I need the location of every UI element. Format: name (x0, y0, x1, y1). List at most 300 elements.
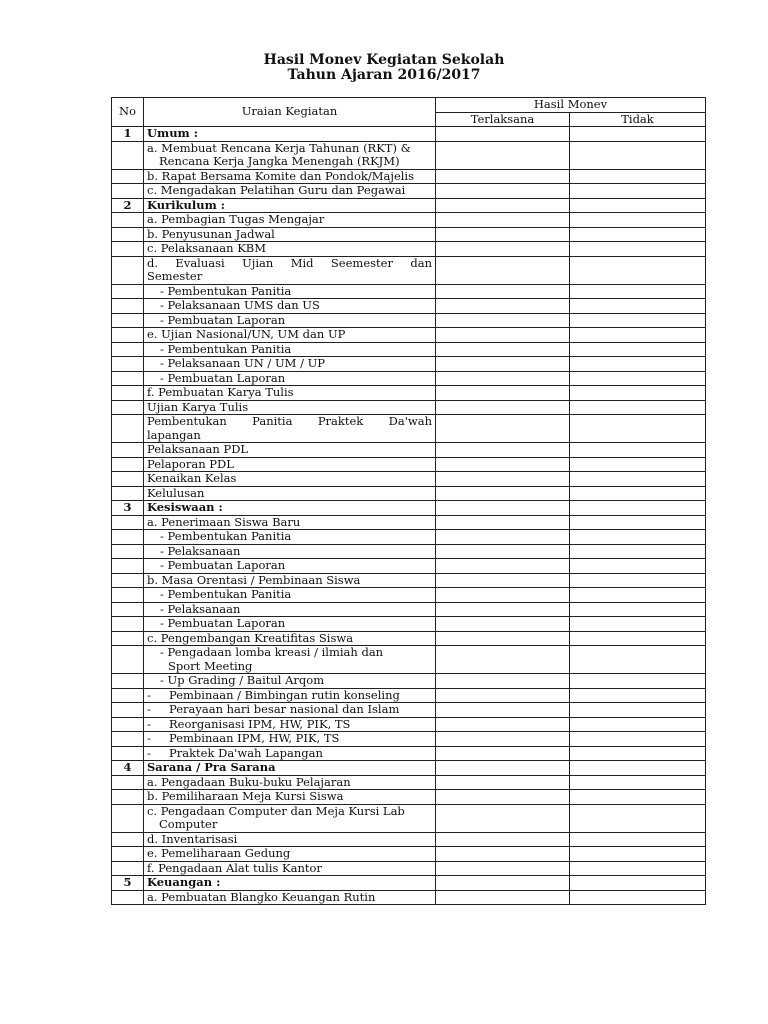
row-number (112, 674, 144, 689)
activity-text: Pembinaan IPM, HW, PIK, TS (169, 731, 340, 745)
table-row (112, 617, 706, 632)
tidak-cell[interactable] (570, 328, 706, 343)
table-row (112, 242, 706, 257)
activity-text: Pembinaan / Bimbingan rutin konseling (169, 688, 400, 702)
row-number (112, 573, 144, 588)
table-row (112, 646, 706, 674)
activity-text: a. Penerimaan Siswa Baru (147, 515, 301, 529)
table-row (112, 328, 706, 343)
row-number (112, 890, 144, 905)
document-subtitle: Tahun Ajaran 2016/2017 (287, 67, 481, 83)
activity-text: Semester (147, 269, 203, 283)
table-row (112, 457, 706, 472)
tidak-cell[interactable] (570, 284, 706, 299)
row-activity (144, 501, 436, 516)
monev-table (111, 97, 706, 905)
tidak-cell[interactable] (570, 371, 706, 386)
row-number: 4 (112, 761, 144, 776)
table-header-row (112, 98, 706, 113)
row-activity (144, 169, 436, 184)
tidak-cell[interactable] (570, 415, 706, 443)
activity-text: - Pembuatan Laporan (160, 616, 286, 630)
activity-text: - Pembentukan Panitia (160, 342, 292, 356)
row-activity (144, 256, 436, 284)
tidak-cell[interactable] (570, 861, 706, 876)
row-number (112, 284, 144, 299)
tidak-cell[interactable] (570, 299, 706, 314)
terlaksana-cell[interactable] (436, 631, 570, 646)
terlaksana-cell[interactable] (436, 515, 570, 530)
terlaksana-cell[interactable] (436, 386, 570, 401)
row-number (112, 242, 144, 257)
row-activity (144, 415, 436, 443)
tidak-cell[interactable] (570, 501, 706, 516)
row-number (112, 313, 144, 328)
row-activity (144, 790, 436, 805)
table-row (112, 746, 706, 761)
row-number (112, 732, 144, 747)
tidak-cell[interactable] (570, 674, 706, 689)
row-activity (144, 732, 436, 747)
tidak-cell[interactable] (570, 617, 706, 632)
tidak-cell[interactable] (570, 198, 706, 213)
tidak-cell[interactable] (570, 184, 706, 199)
row-number (112, 544, 144, 559)
row-activity (144, 832, 436, 847)
row-number: 2 (112, 198, 144, 213)
tidak-cell[interactable] (570, 213, 706, 228)
tidak-cell[interactable] (570, 573, 706, 588)
tidak-cell[interactable] (570, 761, 706, 776)
activity-text: f. Pengadaan Alat tulis Kantor (147, 861, 322, 875)
terlaksana-cell[interactable] (436, 371, 570, 386)
row-activity (144, 127, 436, 142)
row-number: 3 (112, 501, 144, 516)
tidak-cell[interactable] (570, 386, 706, 401)
dash-item (147, 718, 432, 732)
terlaksana-cell[interactable] (436, 472, 570, 487)
row-activity (144, 746, 436, 761)
tidak-cell[interactable] (570, 357, 706, 372)
row-number (112, 804, 144, 832)
tidak-cell[interactable] (570, 515, 706, 530)
activity-text: Pelaporan PDL (147, 457, 234, 471)
table-row (112, 357, 706, 372)
table-row (112, 256, 706, 284)
terlaksana-cell[interactable] (436, 328, 570, 343)
row-activity (144, 617, 436, 632)
terlaksana-cell[interactable] (436, 256, 570, 284)
activity-text: Sarana / Pra Sarana (147, 760, 276, 774)
terlaksana-cell[interactable] (436, 602, 570, 617)
activity-text: a. Membuat Rencana Kerja Tahunan (RKT) & (147, 141, 411, 155)
table-row (112, 804, 706, 832)
table-row (112, 400, 706, 415)
header-uraian: Uraian Kegiatan (144, 98, 436, 127)
table-row (112, 674, 706, 689)
activity-text: c. Pengadaan Computer dan Meja Kursi Lab (147, 804, 405, 818)
row-number (112, 861, 144, 876)
header-no: No (112, 98, 144, 127)
tidak-cell[interactable] (570, 127, 706, 142)
activity-text: - Pelaksanaan UMS dan US (160, 298, 320, 312)
row-number (112, 775, 144, 790)
row-number (112, 141, 144, 169)
terlaksana-cell[interactable] (436, 746, 570, 761)
terlaksana-cell[interactable] (436, 227, 570, 242)
row-activity (144, 227, 436, 242)
table-row (112, 588, 706, 603)
tidak-cell[interactable] (570, 486, 706, 501)
row-number (112, 703, 144, 718)
row-number (112, 646, 144, 674)
terlaksana-cell[interactable] (436, 588, 570, 603)
activity-text: - Pembuatan Laporan (160, 371, 286, 385)
table-row (112, 890, 706, 905)
table-row (112, 775, 706, 790)
dash-bullet: - (147, 717, 151, 731)
table-row (112, 443, 706, 458)
terlaksana-cell[interactable] (436, 415, 570, 443)
activity-text: Praktek Da'wah Lapangan (169, 746, 323, 760)
terlaksana-cell[interactable] (436, 890, 570, 905)
row-activity (144, 761, 436, 776)
tidak-cell[interactable] (570, 559, 706, 574)
row-activity (144, 342, 436, 357)
row-activity (144, 213, 436, 228)
row-activity (144, 357, 436, 372)
activity-text: d. Evaluasi Ujian Mid Seemester dan (147, 256, 432, 270)
terlaksana-cell[interactable] (436, 242, 570, 257)
tidak-cell[interactable] (570, 530, 706, 545)
row-number (112, 371, 144, 386)
activity-text: Kenaikan Kelas (147, 471, 237, 485)
document-title: Hasil Monev Kegiatan Sekolah (263, 52, 505, 68)
tidak-cell[interactable] (570, 602, 706, 617)
terlaksana-cell[interactable] (436, 127, 570, 142)
terlaksana-cell[interactable] (436, 400, 570, 415)
tidak-cell[interactable] (570, 544, 706, 559)
activity-text: Ujian Karya Tulis (147, 400, 249, 414)
row-activity (144, 861, 436, 876)
terlaksana-cell[interactable] (436, 184, 570, 199)
row-number (112, 357, 144, 372)
tidak-cell[interactable] (570, 227, 706, 242)
row-number (112, 530, 144, 545)
activity-text: - Pelaksanaan UN / UM / UP (160, 356, 326, 370)
row-activity (144, 313, 436, 328)
row-number (112, 631, 144, 646)
activity-text: Reorganisasi IPM, HW, PIK, TS (169, 717, 351, 731)
table-row (112, 472, 706, 487)
table-row (112, 732, 706, 747)
terlaksana-cell[interactable] (436, 775, 570, 790)
table-row (112, 790, 706, 805)
tidak-cell[interactable] (570, 876, 706, 891)
row-number (112, 832, 144, 847)
row-activity (144, 631, 436, 646)
row-number (112, 717, 144, 732)
row-activity (144, 703, 436, 718)
tidak-cell[interactable] (570, 256, 706, 284)
tidak-cell[interactable] (570, 443, 706, 458)
row-activity (144, 400, 436, 415)
tidak-cell[interactable] (570, 169, 706, 184)
dash-item (147, 747, 432, 761)
row-number (112, 299, 144, 314)
activity-text: - Pelaksanaan (160, 544, 241, 558)
row-number (112, 472, 144, 487)
terlaksana-cell[interactable] (436, 732, 570, 747)
row-number: 5 (112, 876, 144, 891)
terlaksana-cell[interactable] (436, 357, 570, 372)
table-row (112, 602, 706, 617)
tidak-cell[interactable] (570, 646, 706, 674)
activity-text: Sport Meeting (168, 658, 253, 673)
table-row (112, 141, 706, 169)
row-number: 1 (112, 127, 144, 142)
terlaksana-cell[interactable] (436, 501, 570, 516)
tidak-cell[interactable] (570, 890, 706, 905)
row-activity (144, 515, 436, 530)
dash-item (147, 689, 432, 703)
row-activity (144, 371, 436, 386)
row-activity (144, 847, 436, 862)
section-row (112, 876, 706, 891)
row-activity (144, 486, 436, 501)
activity-text: Umum : (147, 126, 198, 140)
table-row (112, 313, 706, 328)
row-activity (144, 184, 436, 199)
table-row (112, 371, 706, 386)
terlaksana-cell[interactable] (436, 832, 570, 847)
terlaksana-cell[interactable] (436, 847, 570, 862)
terlaksana-cell[interactable] (436, 617, 570, 632)
tidak-cell[interactable] (570, 732, 706, 747)
terlaksana-cell[interactable] (436, 299, 570, 314)
section-row (112, 127, 706, 142)
tidak-cell[interactable] (570, 242, 706, 257)
tidak-cell[interactable] (570, 832, 706, 847)
activity-text: b. Masa Orentasi / Pembinaan Siswa (147, 573, 361, 587)
terlaksana-cell[interactable] (436, 169, 570, 184)
activity-text: - Pelaksanaan (160, 602, 241, 616)
table-row (112, 544, 706, 559)
table-row (112, 847, 706, 862)
terlaksana-cell[interactable] (436, 717, 570, 732)
activity-text: c. Mengadakan Pelatihan Guru dan Pegawai (147, 183, 406, 197)
activity-text: e. Ujian Nasional/UN, UM dan UP (147, 327, 346, 341)
activity-text: c. Pengembangan Kreatifitas Siswa (147, 631, 354, 645)
activity-text: Kelulusan (147, 486, 205, 500)
table-row (112, 227, 706, 242)
terlaksana-cell[interactable] (436, 544, 570, 559)
activity-text: Computer (159, 817, 218, 831)
terlaksana-cell[interactable] (436, 761, 570, 776)
activity-text: Pembentukan Panitia Praktek Da'wah (147, 414, 432, 428)
row-number (112, 486, 144, 501)
row-activity (144, 457, 436, 472)
row-number (112, 342, 144, 357)
activity-text: lapangan (147, 427, 201, 442)
terlaksana-cell[interactable] (436, 141, 570, 169)
row-number (112, 847, 144, 862)
terlaksana-cell[interactable] (436, 284, 570, 299)
table-row (112, 559, 706, 574)
row-number (112, 515, 144, 530)
row-activity (144, 472, 436, 487)
terlaksana-cell[interactable] (436, 573, 570, 588)
tidak-cell[interactable] (570, 472, 706, 487)
terlaksana-cell[interactable] (436, 443, 570, 458)
terlaksana-cell[interactable] (436, 342, 570, 357)
row-activity (144, 299, 436, 314)
activity-text: b. Rapat Bersama Komite dan Pondok/Majelis (147, 169, 415, 183)
activity-text: Kesiswaan : (147, 500, 223, 514)
terlaksana-cell[interactable] (436, 674, 570, 689)
row-number (112, 688, 144, 703)
table-row (112, 573, 706, 588)
row-activity (144, 559, 436, 574)
row-number (112, 617, 144, 632)
terlaksana-cell[interactable] (436, 213, 570, 228)
activity-text: - Pembuatan Laporan (160, 313, 286, 327)
activity-text: - Up Grading / Baitul Arqom (160, 673, 325, 687)
dash-bullet: - (147, 746, 151, 760)
table-row (112, 284, 706, 299)
terlaksana-cell[interactable] (436, 876, 570, 891)
row-number (112, 169, 144, 184)
activity-text: d. Inventarisasi (147, 832, 238, 846)
dash-bullet: - (147, 688, 151, 702)
tidak-cell[interactable] (570, 313, 706, 328)
row-number (112, 443, 144, 458)
activity-text: - Pengadaan lomba kreasi / ilmiah dan (160, 645, 384, 659)
tidak-cell[interactable] (570, 342, 706, 357)
terlaksana-cell[interactable] (436, 703, 570, 718)
activity-text: Perayaan hari besar nasional dan Islam (169, 702, 400, 716)
row-number (112, 559, 144, 574)
activity-text: b. Pemiliharaan Meja Kursi Siswa (147, 789, 344, 803)
tidak-cell[interactable] (570, 790, 706, 805)
tidak-cell[interactable] (570, 804, 706, 832)
terlaksana-cell[interactable] (436, 559, 570, 574)
row-activity (144, 530, 436, 545)
row-number (112, 328, 144, 343)
terlaksana-cell[interactable] (436, 804, 570, 832)
table-row (112, 386, 706, 401)
activity-text: b. Penyusunan Jadwal (147, 227, 275, 241)
tidak-cell[interactable] (570, 457, 706, 472)
tidak-cell[interactable] (570, 631, 706, 646)
table-row (112, 213, 706, 228)
terlaksana-cell[interactable] (436, 861, 570, 876)
row-activity (144, 674, 436, 689)
activity-text: Kurikulum : (147, 198, 226, 212)
terlaksana-cell[interactable] (436, 646, 570, 674)
tidak-cell[interactable] (570, 588, 706, 603)
row-activity (144, 544, 436, 559)
activity-text: Keuangan : (147, 875, 221, 889)
row-activity (144, 717, 436, 732)
table-row (112, 832, 706, 847)
activity-text: c. Pelaksanaan KBM (147, 241, 267, 255)
row-number (112, 184, 144, 199)
table-row (112, 486, 706, 501)
tidak-cell[interactable] (570, 847, 706, 862)
header-tidak: Tidak (570, 112, 706, 127)
tidak-cell[interactable] (570, 703, 706, 718)
row-activity (144, 198, 436, 213)
row-number (112, 213, 144, 228)
activity-text: a. Pembagian Tugas Mengajar (147, 212, 325, 226)
header-terlaksana: Terlaksana (436, 112, 570, 127)
row-activity (144, 890, 436, 905)
terlaksana-cell[interactable] (436, 313, 570, 328)
activity-text: Pelaksanaan PDL (147, 442, 249, 456)
terlaksana-cell[interactable] (436, 457, 570, 472)
activity-text: a. Pembuatan Blangko Keuangan Rutin (147, 890, 376, 904)
table-row (112, 299, 706, 314)
section-row (112, 761, 706, 776)
terlaksana-cell[interactable] (436, 530, 570, 545)
dash-bullet: - (147, 731, 151, 745)
tidak-cell[interactable] (570, 775, 706, 790)
tidak-cell[interactable] (570, 717, 706, 732)
terlaksana-cell[interactable] (436, 790, 570, 805)
table-row (112, 688, 706, 703)
terlaksana-cell[interactable] (436, 486, 570, 501)
table-row (112, 861, 706, 876)
table-row (112, 342, 706, 357)
table-row (112, 415, 706, 443)
tidak-cell[interactable] (570, 141, 706, 169)
section-row (112, 501, 706, 516)
table-row (112, 169, 706, 184)
row-number (112, 588, 144, 603)
row-number (112, 602, 144, 617)
activity-text: e. Pemeliharaan Gedung (147, 846, 291, 860)
dash-item (147, 703, 432, 717)
row-activity (144, 775, 436, 790)
dash-bullet: - (147, 702, 151, 716)
row-activity (144, 602, 436, 617)
row-activity (144, 443, 436, 458)
terlaksana-cell[interactable] (436, 198, 570, 213)
table-row (112, 530, 706, 545)
activity-text: f. Pembuatan Karya Tulis (147, 385, 294, 399)
activity-text: - Pembentukan Panitia (160, 587, 292, 601)
row-activity (144, 804, 436, 832)
row-activity (144, 242, 436, 257)
row-activity (144, 876, 436, 891)
tidak-cell[interactable] (570, 688, 706, 703)
section-row (112, 198, 706, 213)
activity-text: a. Pengadaan Buku-buku Pelajaran (147, 775, 351, 789)
dash-item (147, 732, 432, 746)
terlaksana-cell[interactable] (436, 688, 570, 703)
row-activity (144, 328, 436, 343)
row-activity (144, 588, 436, 603)
tidak-cell[interactable] (570, 746, 706, 761)
row-activity (144, 284, 436, 299)
row-number (112, 386, 144, 401)
tidak-cell[interactable] (570, 400, 706, 415)
row-number (112, 415, 144, 443)
row-number (112, 227, 144, 242)
table-body (112, 127, 706, 905)
row-number (112, 790, 144, 805)
